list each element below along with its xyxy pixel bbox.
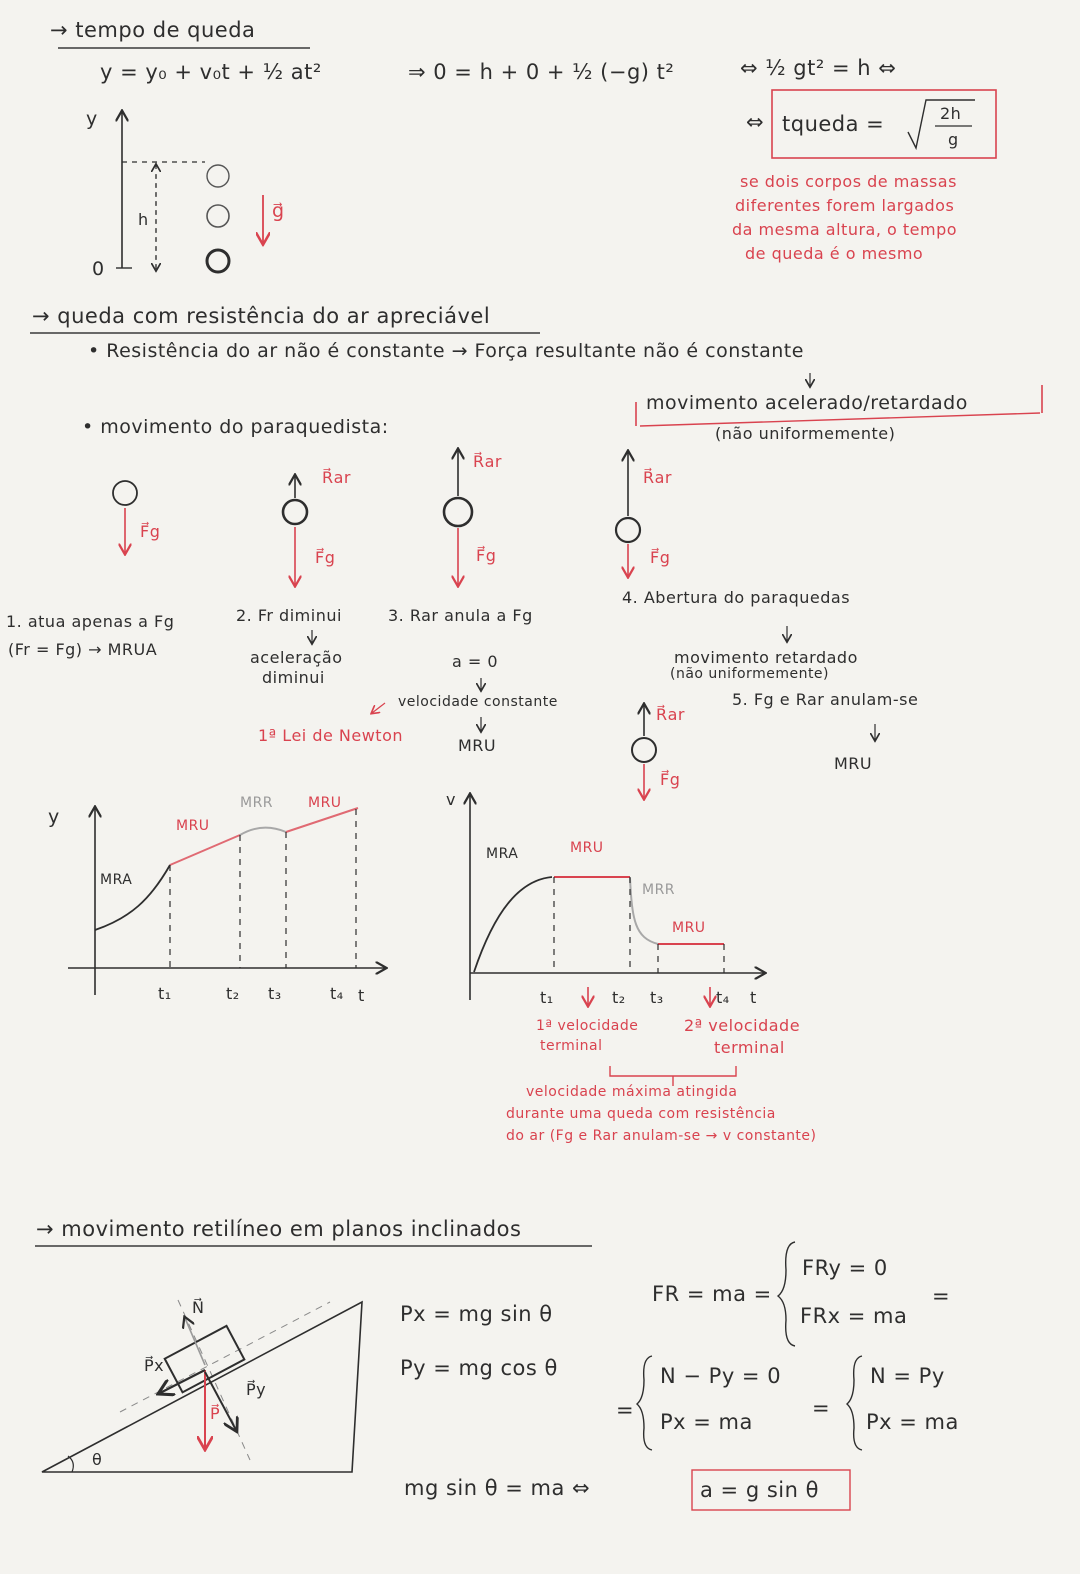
axis-y-label: y	[86, 108, 98, 130]
label-fg-2: F⃗g	[315, 548, 336, 567]
step4-sub2: (não uniformemente)	[670, 666, 830, 682]
equation-final-result: a = g sin θ	[700, 1478, 819, 1502]
label-fg-1: F⃗g	[140, 522, 161, 541]
step2-text: 2. Fr diminui	[236, 606, 342, 625]
section-title-planos-inclinados: → movimento retilíneo em planos inclinados	[36, 1217, 522, 1241]
label-fg-5: F⃗g	[660, 770, 681, 789]
label-rar-5: R⃗ar	[656, 705, 685, 724]
axis-zero-label: 0	[92, 258, 105, 280]
step2-sub2: diminui	[262, 668, 325, 687]
step5-mru: MRU	[834, 754, 873, 773]
step1-sub: (Fr = Fg) → MRUA	[8, 640, 158, 659]
terminal-velocity-1: 1ª velocidade	[536, 1018, 639, 1034]
step3-accel: a = 0	[452, 652, 499, 671]
step3-text: 3. Rar anula a Fg	[388, 606, 533, 625]
equation-px: Px = mg sin θ	[400, 1302, 553, 1326]
step3-velocity: velocidade constante	[398, 694, 558, 710]
graph1-label-mrr: MRR	[240, 795, 274, 811]
label-py-vector: P⃗y	[246, 1380, 267, 1399]
boxed-movimento: movimento acelerado/retardado	[646, 392, 968, 414]
graph2-label-mru1: MRU	[570, 840, 604, 856]
graph2-label-mra: MRA	[486, 846, 519, 862]
free-fall-diagram	[116, 112, 263, 272]
equation-general: y = y₀ + v₀t + ½ at²	[100, 60, 322, 84]
equation-fr: FR = ma =	[652, 1282, 772, 1306]
equals-2: =	[616, 1398, 635, 1422]
parachutist-diagrams	[113, 450, 656, 798]
step1-text: 1. atua apenas a Fg	[6, 612, 175, 631]
section-title-queda-resistencia: → queda com resistência do ar apreciável	[32, 304, 491, 328]
height-label: h	[138, 210, 149, 229]
gravity-label: g⃗	[272, 200, 285, 222]
graph1-axis-y: y	[48, 806, 60, 828]
boxed-movimento-sub: (não uniformemente)	[715, 424, 896, 443]
step4-text: 4. Abertura do paraquedas	[622, 588, 851, 607]
equation-n-equals-py: N = Py	[870, 1364, 945, 1388]
graph1-tick-t3: t₃	[268, 984, 282, 1003]
equation-result: ⇔ ½ gt² = h ⇔	[740, 56, 897, 80]
label-rar-4: R⃗ar	[643, 468, 672, 487]
graph1-label-mru1: MRU	[176, 818, 210, 834]
equals-1: =	[932, 1284, 951, 1308]
tqueda-label: tqueda =	[782, 112, 885, 136]
graph1-axis-t: t	[358, 986, 365, 1005]
step2-sub1: aceleração	[250, 648, 343, 667]
equation-n-py: N − Py = 0	[660, 1364, 782, 1388]
tqueda-numerator: 2h	[940, 104, 962, 123]
terminal-velocity-2-sub: terminal	[714, 1038, 785, 1057]
label-rar-2: R⃗ar	[322, 468, 351, 487]
bullet-paraquedista: • movimento do paraquedista:	[82, 416, 389, 438]
step3-mru: MRU	[458, 736, 497, 755]
graph-position-time	[68, 808, 385, 995]
graph2-tick-t3: t₃	[650, 988, 664, 1007]
label-fg-4: F⃗g	[650, 548, 671, 567]
terminal-velocity-2: 2ª velocidade	[684, 1016, 801, 1035]
label-normal: N⃗	[192, 1298, 205, 1317]
terminal-velocity-1-sub: terminal	[540, 1038, 603, 1054]
equation-px-ma: Px = ma	[660, 1410, 753, 1434]
graph2-label-mru2: MRU	[672, 920, 706, 936]
equation-substituted: ⇒ 0 = h + 0 + ½ (−g) t²	[408, 60, 675, 84]
graph2-axis-v: v	[446, 790, 456, 809]
notes-page: → tempo de queda y = y₀ + v₀t + ½ at² ⇒ 0 = h + 0 + ½ (−g) t² ⇔ ½ gt² = h ⇔ ⇔ tqueda = 2h g y 0 h g⃗ se dois corpos de massas diferentes forem largados da mesma altura, o tempo de queda é o mesmo → queda com resistência do ar apreciável • Resistência do ar não é constante → Força resultante não é constante movimento acelerado/retardado (não uniformemente) • movimento do paraquedista: F⃗g R⃗ar F⃗g R⃗ar F⃗g R⃗ar F⃗g R⃗ar F⃗g 1. atua apenas a Fg (Fr = Fg) → MRUA 2. Fr diminui aceleração diminui 3. Rar anula a Fg a = 0 velocidade constante MRU 1ª Lei de Newton 4. Abertura do paraquedas movimento retardado (não uniformemente) 5. Fg e Rar anulam-se MRU y MRA MRU MRR MRU t₁ t₂ t₃ t₄ t v MRA MRU MRR MRU t₁ t₂ t₃ t₄ t 1ª velocidade terminal 2ª velocidade terminal velocidade máxima atingida durante uma queda com resistência do ar (Fg e Rar anulam-se → v constante) → movimento retilíneo em planos inclinados N⃗ P⃗x P⃗y P⃗ θ Px = mg sin θ Py = mg cos θ FR = ma = FRy = 0 FRx = ma = = N − Py = 0 Px = ma = N = Py Px = ma mg sin θ = ma ⇔ a = g sin θ	[0, 0, 1080, 1574]
step4-sub1: movimento retardado	[674, 648, 858, 667]
graph2-tick-t1: t₁	[540, 988, 554, 1007]
tqueda-denominator: g	[948, 130, 959, 149]
equation-py: Py = mg cos θ	[400, 1356, 558, 1380]
newton-law: 1ª Lei de Newton	[258, 726, 403, 745]
graph2-axis-t: t	[750, 988, 757, 1007]
equation-px-equals-ma: Px = ma	[866, 1410, 959, 1434]
iff-symbol: ⇔	[746, 110, 765, 134]
label-px-vector: P⃗x	[144, 1356, 165, 1375]
graph1-tick-t2: t₂	[226, 984, 240, 1003]
graph2-label-mrr: MRR	[642, 882, 676, 898]
section-title-tempo-queda: → tempo de queda	[50, 18, 256, 42]
equation-frx: FRx = ma	[800, 1304, 908, 1328]
label-rar-3: R⃗ar	[473, 452, 502, 471]
label-fg-3: F⃗g	[476, 546, 497, 565]
equals-3: =	[812, 1396, 831, 1420]
graph1-tick-t4: t₄	[330, 984, 344, 1003]
equation-final-left: mg sin θ = ma ⇔	[404, 1476, 591, 1500]
graph2-tick-t2: t₂	[612, 988, 626, 1007]
label-p-vector: P⃗	[210, 1404, 221, 1423]
graph1-label-mru2: MRU	[308, 795, 342, 811]
equation-fry: FRy = 0	[802, 1256, 888, 1280]
graph2-tick-t4: t₄	[716, 988, 730, 1007]
theta-label: θ	[92, 1450, 103, 1469]
graph1-tick-t1: t₁	[158, 984, 172, 1003]
bullet-resistencia: • Resistência do ar não é constante → Força resultante não é constante	[88, 340, 804, 362]
inclined-plane-diagram	[42, 1300, 362, 1472]
step5-text: 5. Fg e Rar anulam-se	[732, 690, 919, 709]
graph1-label-mra: MRA	[100, 872, 133, 888]
